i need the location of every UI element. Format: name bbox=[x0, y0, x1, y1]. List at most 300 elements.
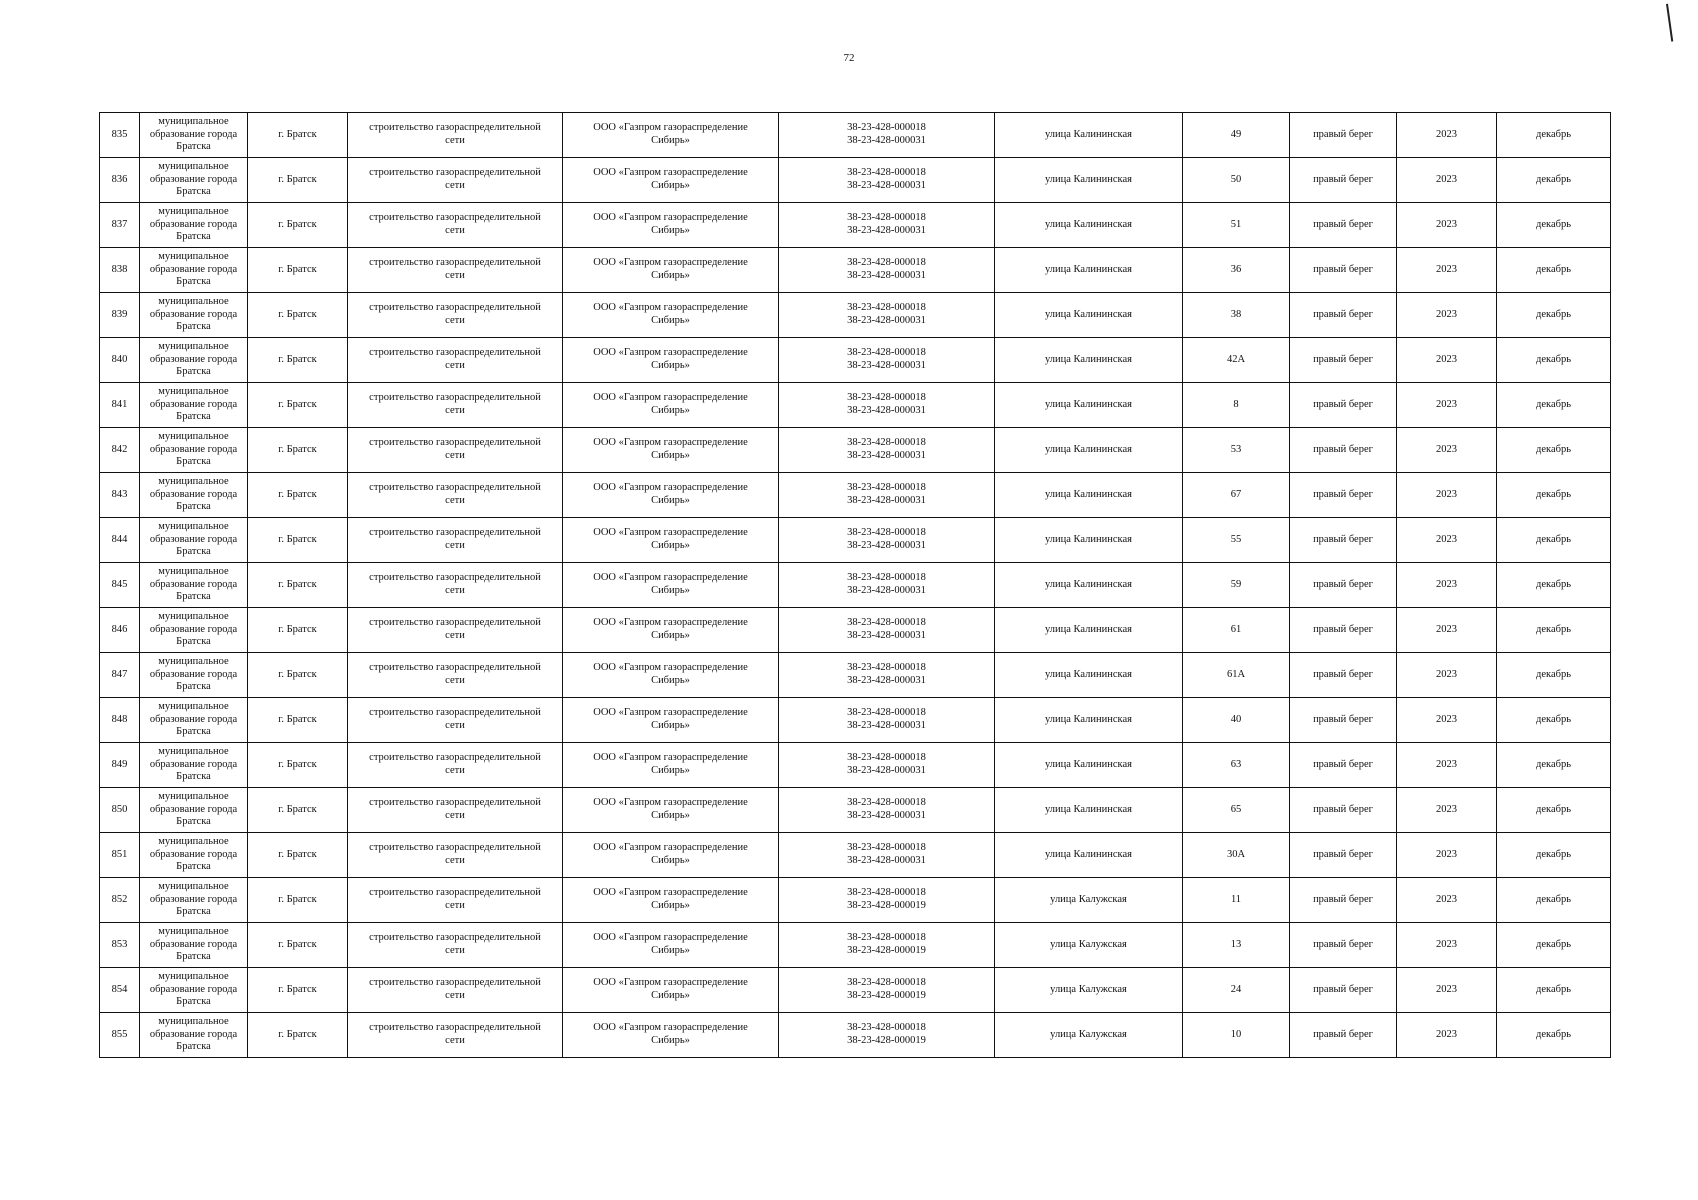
work-type-cell bbox=[348, 428, 563, 473]
municipality-line: Братска bbox=[176, 231, 211, 243]
street-cell: улица Калининская bbox=[995, 113, 1183, 158]
month-cell: декабрь bbox=[1497, 833, 1611, 878]
year-cell: 2023 bbox=[1397, 113, 1497, 158]
municipality-cell bbox=[140, 293, 248, 338]
city-cell: г. Братск bbox=[248, 923, 348, 968]
organization-line: Сибирь» bbox=[651, 495, 690, 506]
cadastral-codes-cell bbox=[779, 653, 995, 698]
work-type-line: сети bbox=[445, 540, 465, 551]
city-cell: г. Братск bbox=[248, 1013, 348, 1058]
organization-line: Сибирь» bbox=[651, 630, 690, 641]
table-row bbox=[100, 968, 1611, 1013]
municipality-line: муниципальное bbox=[158, 476, 229, 488]
municipality-line: муниципальное bbox=[158, 161, 229, 173]
organization-line: Сибирь» bbox=[651, 810, 690, 821]
cadastral-codes-line: 38-23-428-000018 bbox=[847, 662, 926, 674]
cadastral-codes-line: 38-23-428-000031 bbox=[847, 360, 926, 371]
month-cell: декабрь bbox=[1497, 653, 1611, 698]
organization-cell bbox=[563, 968, 779, 1013]
organization-line: ООО «Газпром газораспределение bbox=[593, 977, 748, 989]
cadastral-codes-line: 38-23-428-000031 bbox=[847, 495, 926, 506]
street-cell: улица Калужская bbox=[995, 968, 1183, 1013]
cadastral-codes-line: 38-23-428-000018 bbox=[847, 167, 926, 179]
row-number-cell: 838 bbox=[100, 248, 140, 293]
municipality-line: Братска bbox=[176, 996, 211, 1008]
work-type-cell bbox=[348, 518, 563, 563]
month-cell: декабрь bbox=[1497, 293, 1611, 338]
municipality-line: муниципальное bbox=[158, 746, 229, 758]
city-cell: г. Братск bbox=[248, 383, 348, 428]
cadastral-codes-cell bbox=[779, 833, 995, 878]
municipality-line: Братска bbox=[176, 681, 211, 693]
organization-line: ООО «Газпром газораспределение bbox=[593, 167, 748, 179]
table-row bbox=[100, 1013, 1611, 1058]
work-type-line: сети bbox=[445, 810, 465, 821]
cadastral-codes-cell bbox=[779, 1013, 995, 1058]
municipality-line: образование города bbox=[149, 488, 238, 500]
work-type-line: сети bbox=[445, 945, 465, 956]
municipality-cell bbox=[140, 833, 248, 878]
city-cell: г. Братск bbox=[248, 743, 348, 788]
organization-cell bbox=[563, 1013, 779, 1058]
house-number-cell: 53 bbox=[1183, 428, 1290, 473]
river-bank-cell: правый берег bbox=[1290, 203, 1397, 248]
table-row bbox=[100, 113, 1611, 158]
municipality-cell bbox=[140, 338, 248, 383]
work-type-line: сети bbox=[445, 720, 465, 731]
organization-cell bbox=[563, 203, 779, 248]
municipality-line: образование города bbox=[149, 443, 238, 455]
cadastral-codes-cell bbox=[779, 968, 995, 1013]
work-type-line: сети bbox=[445, 495, 465, 506]
organization-line: ООО «Газпром газораспределение bbox=[593, 527, 748, 539]
year-cell: 2023 bbox=[1397, 248, 1497, 293]
row-number-cell: 852 bbox=[100, 878, 140, 923]
municipality-line: образование города bbox=[149, 758, 238, 770]
cadastral-codes-line: 38-23-428-000031 bbox=[847, 225, 926, 236]
work-type-line: сети bbox=[445, 990, 465, 1001]
table-row bbox=[100, 608, 1611, 653]
municipality-line: муниципальное bbox=[158, 386, 229, 398]
table-row bbox=[100, 203, 1611, 248]
organization-cell bbox=[563, 878, 779, 923]
work-type-cell bbox=[348, 203, 563, 248]
cadastral-codes-line: 38-23-428-000018 bbox=[847, 842, 926, 854]
street-cell: улица Калининская bbox=[995, 608, 1183, 653]
river-bank-cell: правый берег bbox=[1290, 743, 1397, 788]
organization-line: Сибирь» bbox=[651, 315, 690, 326]
organization-line: ООО «Газпром газораспределение bbox=[593, 122, 748, 134]
house-number-cell: 61 bbox=[1183, 608, 1290, 653]
organization-cell bbox=[563, 383, 779, 428]
municipality-cell bbox=[140, 113, 248, 158]
month-cell: декабрь bbox=[1497, 383, 1611, 428]
cadastral-codes-line: 38-23-428-000018 bbox=[847, 257, 926, 269]
cadastral-codes-line: 38-23-428-000019 bbox=[847, 900, 926, 911]
organization-cell bbox=[563, 698, 779, 743]
organization-cell bbox=[563, 608, 779, 653]
year-cell: 2023 bbox=[1397, 158, 1497, 203]
cadastral-codes-cell bbox=[779, 248, 995, 293]
street-cell: улица Калининская bbox=[995, 563, 1183, 608]
organization-line: Сибирь» bbox=[651, 990, 690, 1001]
work-type-line: сети bbox=[445, 270, 465, 281]
house-number-cell: 30А bbox=[1183, 833, 1290, 878]
work-type-line: строительство газораспределительной bbox=[369, 797, 541, 809]
municipality-line: Братска bbox=[176, 591, 211, 603]
organization-line: Сибирь» bbox=[651, 540, 690, 551]
cadastral-codes-line: 38-23-428-000018 bbox=[847, 797, 926, 809]
organization-line: ООО «Газпром газораспределение bbox=[593, 482, 748, 494]
year-cell: 2023 bbox=[1397, 923, 1497, 968]
work-type-line: строительство газораспределительной bbox=[369, 347, 541, 359]
work-type-cell bbox=[348, 383, 563, 428]
month-cell: декабрь bbox=[1497, 608, 1611, 653]
municipality-line: муниципальное bbox=[158, 206, 229, 218]
house-number-cell: 10 bbox=[1183, 1013, 1290, 1058]
municipality-line: образование города bbox=[149, 938, 238, 950]
municipality-cell bbox=[140, 1013, 248, 1058]
municipality-cell bbox=[140, 968, 248, 1013]
organization-line: Сибирь» bbox=[651, 270, 690, 281]
cadastral-codes-line: 38-23-428-000018 bbox=[847, 752, 926, 764]
house-number-cell: 51 bbox=[1183, 203, 1290, 248]
table-row bbox=[100, 878, 1611, 923]
municipality-cell bbox=[140, 698, 248, 743]
organization-cell bbox=[563, 293, 779, 338]
municipality-line: образование города bbox=[149, 803, 238, 815]
city-cell: г. Братск bbox=[248, 518, 348, 563]
year-cell: 2023 bbox=[1397, 383, 1497, 428]
year-cell: 2023 bbox=[1397, 1013, 1497, 1058]
work-type-line: строительство газораспределительной bbox=[369, 437, 541, 449]
street-cell: улица Калининская bbox=[995, 428, 1183, 473]
organization-line: ООО «Газпром газораспределение bbox=[593, 797, 748, 809]
cadastral-codes-line: 38-23-428-000018 bbox=[847, 437, 926, 449]
row-number-cell: 842 bbox=[100, 428, 140, 473]
organization-line: Сибирь» bbox=[651, 405, 690, 416]
year-cell: 2023 bbox=[1397, 743, 1497, 788]
cadastral-codes-line: 38-23-428-000018 bbox=[847, 482, 926, 494]
cadastral-codes-cell bbox=[779, 113, 995, 158]
municipality-line: Братска bbox=[176, 501, 211, 513]
organization-cell bbox=[563, 473, 779, 518]
street-cell: улица Калининская bbox=[995, 293, 1183, 338]
organization-line: ООО «Газпром газораспределение bbox=[593, 572, 748, 584]
municipality-line: образование города bbox=[149, 893, 238, 905]
house-number-cell: 61А bbox=[1183, 653, 1290, 698]
street-cell: улица Калужская bbox=[995, 923, 1183, 968]
municipality-line: муниципальное bbox=[158, 881, 229, 893]
organization-cell bbox=[563, 113, 779, 158]
work-type-cell bbox=[348, 248, 563, 293]
municipality-line: образование города bbox=[149, 578, 238, 590]
table-row bbox=[100, 743, 1611, 788]
cadastral-codes-line: 38-23-428-000031 bbox=[847, 540, 926, 551]
municipality-line: Братска bbox=[176, 366, 211, 378]
work-type-line: строительство газораспределительной bbox=[369, 392, 541, 404]
month-cell: декабрь bbox=[1497, 338, 1611, 383]
house-number-cell: 65 bbox=[1183, 788, 1290, 833]
street-cell: улица Калининская bbox=[995, 743, 1183, 788]
cadastral-codes-line: 38-23-428-000031 bbox=[847, 135, 926, 146]
municipality-line: муниципальное bbox=[158, 431, 229, 443]
work-type-line: строительство газораспределительной bbox=[369, 212, 541, 224]
organization-line: Сибирь» bbox=[651, 225, 690, 236]
organization-line: Сибирь» bbox=[651, 855, 690, 866]
cadastral-codes-line: 38-23-428-000019 bbox=[847, 945, 926, 956]
row-number-cell: 855 bbox=[100, 1013, 140, 1058]
month-cell: декабрь bbox=[1497, 788, 1611, 833]
cadastral-codes-line: 38-23-428-000031 bbox=[847, 315, 926, 326]
cadastral-codes-line: 38-23-428-000031 bbox=[847, 810, 926, 821]
city-cell: г. Братск bbox=[248, 608, 348, 653]
cadastral-codes-cell bbox=[779, 878, 995, 923]
work-type-cell bbox=[348, 113, 563, 158]
work-type-line: сети bbox=[445, 360, 465, 371]
cadastral-codes-cell bbox=[779, 473, 995, 518]
cadastral-codes-cell bbox=[779, 338, 995, 383]
city-cell: г. Братск bbox=[248, 968, 348, 1013]
work-type-line: строительство газораспределительной bbox=[369, 977, 541, 989]
street-cell: улица Калининская bbox=[995, 833, 1183, 878]
cadastral-codes-line: 38-23-428-000031 bbox=[847, 765, 926, 776]
organization-line: ООО «Газпром газораспределение bbox=[593, 392, 748, 404]
work-type-line: строительство газораспределительной bbox=[369, 662, 541, 674]
table-row bbox=[100, 473, 1611, 518]
month-cell: декабрь bbox=[1497, 698, 1611, 743]
work-type-cell bbox=[348, 698, 563, 743]
municipality-line: образование города bbox=[149, 533, 238, 545]
month-cell: декабрь bbox=[1497, 923, 1611, 968]
cadastral-codes-line: 38-23-428-000031 bbox=[847, 585, 926, 596]
municipality-cell bbox=[140, 788, 248, 833]
municipality-line: муниципальное bbox=[158, 251, 229, 263]
table-row bbox=[100, 923, 1611, 968]
scan-mark bbox=[1666, 4, 1673, 42]
organization-line: Сибирь» bbox=[651, 900, 690, 911]
municipality-line: Братска bbox=[176, 141, 211, 153]
municipality-line: образование города bbox=[149, 668, 238, 680]
work-type-cell bbox=[348, 833, 563, 878]
organization-line: ООО «Газпром газораспределение bbox=[593, 302, 748, 314]
cadastral-codes-line: 38-23-428-000018 bbox=[847, 122, 926, 134]
municipality-cell bbox=[140, 743, 248, 788]
cadastral-codes-cell bbox=[779, 518, 995, 563]
work-type-line: строительство газораспределительной bbox=[369, 752, 541, 764]
river-bank-cell: правый берег bbox=[1290, 473, 1397, 518]
work-type-line: сети bbox=[445, 1035, 465, 1046]
organization-cell bbox=[563, 923, 779, 968]
cadastral-codes-cell bbox=[779, 563, 995, 608]
row-number-cell: 844 bbox=[100, 518, 140, 563]
municipality-line: Братска bbox=[176, 906, 211, 918]
cadastral-codes-line: 38-23-428-000018 bbox=[847, 977, 926, 989]
row-number-cell: 847 bbox=[100, 653, 140, 698]
street-cell: улица Калининская bbox=[995, 248, 1183, 293]
row-number-cell: 850 bbox=[100, 788, 140, 833]
organization-line: ООО «Газпром газораспределение bbox=[593, 347, 748, 359]
municipality-cell bbox=[140, 923, 248, 968]
city-cell: г. Братск bbox=[248, 698, 348, 743]
municipality-line: Братска bbox=[176, 1041, 211, 1053]
municipality-line: образование города bbox=[149, 173, 238, 185]
municipality-line: муниципальное bbox=[158, 656, 229, 668]
municipality-line: муниципальное bbox=[158, 566, 229, 578]
municipality-line: Братска bbox=[176, 771, 211, 783]
municipality-line: муниципальное bbox=[158, 521, 229, 533]
cadastral-codes-line: 38-23-428-000018 bbox=[847, 932, 926, 944]
work-type-line: строительство газораспределительной bbox=[369, 482, 541, 494]
row-number-cell: 840 bbox=[100, 338, 140, 383]
house-number-cell: 55 bbox=[1183, 518, 1290, 563]
street-cell: улица Калининская bbox=[995, 518, 1183, 563]
work-type-line: строительство газораспределительной bbox=[369, 302, 541, 314]
municipality-line: образование города bbox=[149, 353, 238, 365]
cadastral-codes-line: 38-23-428-000018 bbox=[847, 302, 926, 314]
work-type-line: сети bbox=[445, 315, 465, 326]
municipality-line: Братска bbox=[176, 861, 211, 873]
work-type-cell bbox=[348, 473, 563, 518]
work-type-cell bbox=[348, 563, 563, 608]
municipality-cell bbox=[140, 158, 248, 203]
cadastral-codes-cell bbox=[779, 698, 995, 743]
municipality-line: образование города bbox=[149, 983, 238, 995]
page-number: 72 bbox=[843, 52, 855, 64]
work-type-line: сети bbox=[445, 180, 465, 191]
organization-cell bbox=[563, 653, 779, 698]
city-cell: г. Братск bbox=[248, 203, 348, 248]
table-row bbox=[100, 338, 1611, 383]
municipality-line: Братска bbox=[176, 546, 211, 558]
organization-cell bbox=[563, 338, 779, 383]
month-cell: декабрь bbox=[1497, 113, 1611, 158]
organization-cell bbox=[563, 428, 779, 473]
municipality-line: Братска bbox=[176, 951, 211, 963]
row-number-cell: 835 bbox=[100, 113, 140, 158]
organization-line: Сибирь» bbox=[651, 765, 690, 776]
street-cell: улица Калининская bbox=[995, 698, 1183, 743]
table-row bbox=[100, 698, 1611, 743]
municipality-line: Братска bbox=[176, 276, 211, 288]
work-type-cell bbox=[348, 293, 563, 338]
house-number-cell: 11 bbox=[1183, 878, 1290, 923]
organization-line: ООО «Газпром газораспределение bbox=[593, 707, 748, 719]
cadastral-codes-cell bbox=[779, 158, 995, 203]
municipality-line: образование города bbox=[149, 848, 238, 860]
municipality-line: муниципальное bbox=[158, 971, 229, 983]
work-type-cell bbox=[348, 1013, 563, 1058]
cadastral-codes-cell bbox=[779, 428, 995, 473]
river-bank-cell: правый берег bbox=[1290, 833, 1397, 878]
month-cell: декабрь bbox=[1497, 428, 1611, 473]
municipality-line: образование города bbox=[149, 308, 238, 320]
municipality-line: образование города bbox=[149, 263, 238, 275]
municipality-line: муниципальное bbox=[158, 296, 229, 308]
month-cell: декабрь bbox=[1497, 1013, 1611, 1058]
row-number-cell: 853 bbox=[100, 923, 140, 968]
year-cell: 2023 bbox=[1397, 473, 1497, 518]
organization-cell bbox=[563, 563, 779, 608]
cadastral-codes-cell bbox=[779, 608, 995, 653]
cadastral-codes-cell bbox=[779, 743, 995, 788]
municipality-cell bbox=[140, 248, 248, 293]
organization-cell bbox=[563, 158, 779, 203]
city-cell: г. Братск bbox=[248, 338, 348, 383]
house-number-cell: 8 bbox=[1183, 383, 1290, 428]
cadastral-codes-cell bbox=[779, 788, 995, 833]
year-cell: 2023 bbox=[1397, 698, 1497, 743]
row-number-cell: 839 bbox=[100, 293, 140, 338]
river-bank-cell: правый берег bbox=[1290, 698, 1397, 743]
city-cell: г. Братск bbox=[248, 473, 348, 518]
municipality-line: муниципальное bbox=[158, 341, 229, 353]
municipality-cell bbox=[140, 608, 248, 653]
house-number-cell: 63 bbox=[1183, 743, 1290, 788]
river-bank-cell: правый берег bbox=[1290, 338, 1397, 383]
work-type-line: строительство газораспределительной bbox=[369, 572, 541, 584]
year-cell: 2023 bbox=[1397, 608, 1497, 653]
cadastral-codes-cell bbox=[779, 203, 995, 248]
house-number-cell: 67 bbox=[1183, 473, 1290, 518]
municipality-line: муниципальное bbox=[158, 611, 229, 623]
municipality-cell bbox=[140, 878, 248, 923]
cadastral-codes-line: 38-23-428-000031 bbox=[847, 450, 926, 461]
street-cell: улица Калининская bbox=[995, 338, 1183, 383]
month-cell: декабрь bbox=[1497, 248, 1611, 293]
year-cell: 2023 bbox=[1397, 428, 1497, 473]
city-cell: г. Братск bbox=[248, 293, 348, 338]
year-cell: 2023 bbox=[1397, 293, 1497, 338]
house-number-cell: 36 bbox=[1183, 248, 1290, 293]
municipality-line: образование города bbox=[149, 128, 238, 140]
municipality-line: муниципальное bbox=[158, 836, 229, 848]
row-number-cell: 851 bbox=[100, 833, 140, 878]
organization-line: ООО «Газпром газораспределение bbox=[593, 842, 748, 854]
municipality-line: Братска bbox=[176, 456, 211, 468]
street-cell: улица Калининская bbox=[995, 653, 1183, 698]
municipality-cell bbox=[140, 203, 248, 248]
municipality-cell bbox=[140, 653, 248, 698]
work-type-line: сети bbox=[445, 450, 465, 461]
work-type-line: сети bbox=[445, 855, 465, 866]
work-type-line: сети bbox=[445, 135, 465, 146]
work-type-line: строительство газораспределительной bbox=[369, 842, 541, 854]
table-row bbox=[100, 518, 1611, 563]
municipality-line: образование города bbox=[149, 218, 238, 230]
organization-line: Сибирь» bbox=[651, 945, 690, 956]
organization-line: Сибирь» bbox=[651, 585, 690, 596]
river-bank-cell: правый берег bbox=[1290, 923, 1397, 968]
row-number-cell: 837 bbox=[100, 203, 140, 248]
year-cell: 2023 bbox=[1397, 563, 1497, 608]
cadastral-codes-cell bbox=[779, 923, 995, 968]
municipality-cell bbox=[140, 428, 248, 473]
table-row bbox=[100, 788, 1611, 833]
municipality-line: Братска bbox=[176, 321, 211, 333]
organization-cell bbox=[563, 743, 779, 788]
work-type-line: строительство газораспределительной bbox=[369, 122, 541, 134]
month-cell: декабрь bbox=[1497, 203, 1611, 248]
river-bank-cell: правый берег bbox=[1290, 428, 1397, 473]
river-bank-cell: правый берег bbox=[1290, 1013, 1397, 1058]
street-cell: улица Калужская bbox=[995, 1013, 1183, 1058]
row-number-cell: 846 bbox=[100, 608, 140, 653]
street-cell: улица Калининская bbox=[995, 203, 1183, 248]
table-row bbox=[100, 428, 1611, 473]
work-type-line: сети bbox=[445, 585, 465, 596]
work-type-cell bbox=[348, 653, 563, 698]
